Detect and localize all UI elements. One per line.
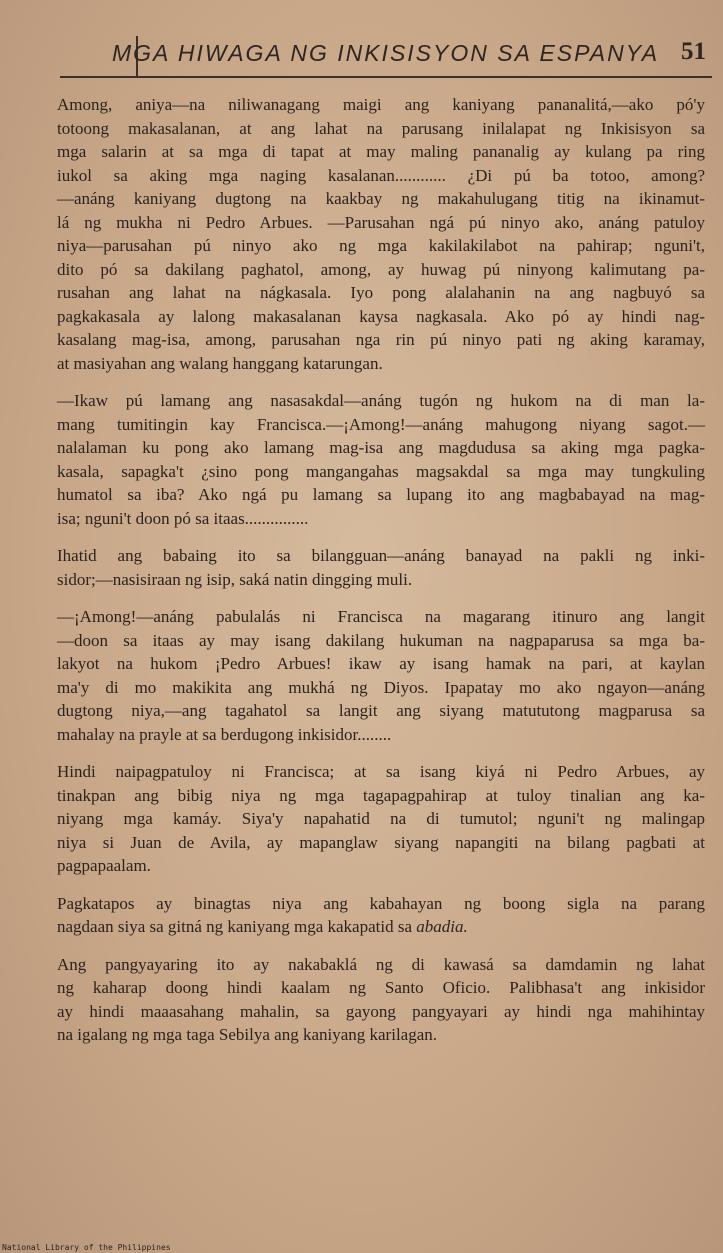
text-line: niyang mga kamáy. Siya'y napahatid na di tumutol; nguni't ng malingap <box>57 809 705 828</box>
paragraph <box>57 760 705 878</box>
text-line: niya—parusahan pú ninyo ako ng mga kakilakilabot na pahirap; nguni't, <box>57 236 705 255</box>
text-line: pagpapaalam. <box>57 856 151 875</box>
text-line: —¡Among!—anáng pabulalás ni Francisca na magarang itinuro ang langit <box>57 607 705 626</box>
text-line: —Ikaw pú lamang ang nasasakdal—anáng tugón ng hukom na di man la- <box>57 391 705 410</box>
body-text <box>57 93 705 1061</box>
text-line: Ang pangyayaring ito ay nakabaklá ng di kawasá sa damdamin ng lahat <box>57 954 705 974</box>
page-number: 51 <box>681 38 706 65</box>
text-line: humatol sa iba? Ako ngá pu lamang sa lupang ito ang magbabayad na mag- <box>57 485 705 504</box>
text-line: Pagkatapos ay binagtas niya ang kabahayan ng boong sigla na parang <box>57 893 705 913</box>
text-line: tinakpan ang bibig niya ng mga tagapagpahirap at tuloy tinalian ang ka- <box>57 785 705 805</box>
text-line: lakyot na hukom ¡Pedro Arbues! ikaw ay isang hamak na pari, at kaylan <box>57 654 705 673</box>
text-line: pagkakasala ay lalong makasalanan kaysa nagkasala. Ako pó ay hindi nag- <box>57 306 705 326</box>
text-line: kasalang mag-isa, among, parusahan nga rin pú ninyo pati ng aking karamay, <box>57 330 705 349</box>
text-line: dito pó sa dakilang paghatol, among, ay huwag pú ninyong kalimutang pa- <box>57 259 705 279</box>
text-line: ma'y di mo makikita ang mukhá ng Diyos. Ipapatay mo ako ngayon—anáng <box>57 677 705 697</box>
text-line: rusahan ang lahat na nágkasala. Iyo pong alalahanin na ang nagbuyó sa <box>57 283 705 302</box>
text-line: na igalang ng mga taga Sebilya ang kaniyang karilagan. <box>57 1025 438 1044</box>
page-header <box>60 36 712 78</box>
text-line: niya si Juan de Avila, ay mapanglaw siyang napangiti na bilang pagbati at <box>57 832 705 852</box>
text-line: sidor;—nasisiraan ng isip, saká natin dingging muli. <box>57 569 413 589</box>
text-line: ay hindi maaasahang mahalin, sa gayong pangyayari ay hindi nga mahihintay <box>57 1001 705 1021</box>
text-line: mahalay na prayle at sa berdugong inkisidor........ <box>57 724 392 744</box>
text-line: iukol sa aking mga naging kasalanan............ ¿Di pú ba totoo, among? <box>57 165 705 185</box>
paragraph <box>57 93 705 375</box>
paragraph <box>57 605 705 746</box>
text-line: mang tumitingin kay Francisca.—¡Among!—anáng mahugong niyang sagot.— <box>57 414 705 434</box>
text-line: ng kaharap doong hindi kaalam ng Santo Oficio. Palibhasa't ang inkisidor <box>57 978 705 997</box>
text-line: Hindi naipagpatuloy ni Francisca; at sa isang kiyá ni Pedro Arbues, ay <box>57 762 705 781</box>
footer-credit: National Library of the Philippines <box>2 1243 171 1252</box>
paragraph <box>57 389 705 530</box>
text-line: Among, aniya—na niliwanagang maigi ang kaniyang pananalitá,—ako pó'y <box>57 95 705 114</box>
paragraph <box>57 953 705 1047</box>
paragraph <box>57 892 705 939</box>
text-line: nalalaman ku pong ako lamang mag-isa ang magdudusa sa aking mga pagka- <box>57 438 705 457</box>
text-line: nagdaan siya sa gitná ng kaniyang mga kakapatid sa abadia. <box>57 917 468 936</box>
text-line: totoong makasalanan, at ang lahat na parusang inilalapat ng Inkisisyon sa <box>57 118 705 138</box>
text-line: dugtong niya,—ang tagahatol sa langit ang siyang matututong magparusa sa <box>57 701 705 720</box>
text-line: —anáng kaniyang dugtong na kaakbay ng makahulugang titig na ikinamut- <box>57 189 705 208</box>
abadia-word: abadia. <box>416 917 468 936</box>
text-line: lá ng mukha ni Pedro Arbues. —Parusahan ngá pú ninyo ako, anáng patuloy <box>57 212 705 232</box>
running-title: MGA HIWAGA NG INKISISYON SA ESPANYA <box>112 40 660 66</box>
paragraph <box>57 544 705 591</box>
text-line: isa; nguni't doon pó sa itaas............... <box>57 508 309 528</box>
text-line: —doon sa itaas ay may isang dakilang hukuman na nagpaparusa sa mga ba- <box>57 630 705 650</box>
text-line: at masiyahan ang walang hanggang katarungan. <box>57 353 383 373</box>
text-line: Ihatid ang babaing ito sa bilangguan—anáng banayad na pakli ng inki- <box>57 546 705 565</box>
text-line: mga salarin at sa mga di tapat at may maling pananalig ay kulang pa ring <box>57 142 705 161</box>
text-line: kasala, sapagka't ¿sino pong mangangahas magsakdal sa mga may tungkuling <box>57 461 705 481</box>
